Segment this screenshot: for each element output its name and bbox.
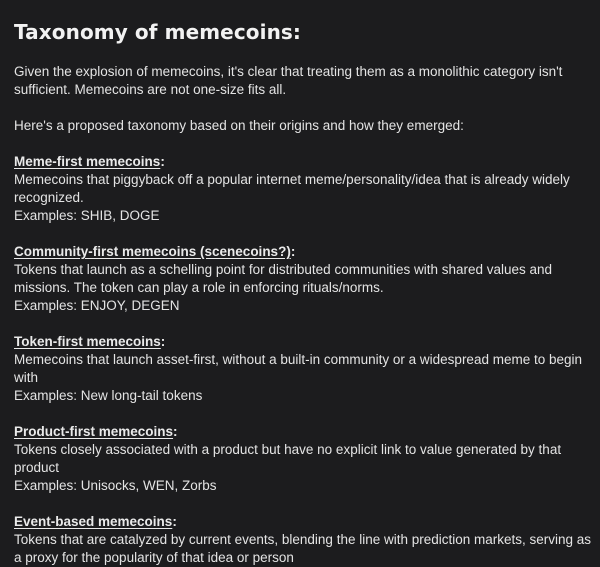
heading-colon: : bbox=[290, 244, 296, 259]
section-examples: Examples: ENJOY, DEGEN bbox=[14, 298, 180, 313]
section-examples: Examples: SHIB, DOGE bbox=[14, 208, 160, 223]
section-description: Memecoins that launch asset-first, without a built-in community or a widespread meme to begin with bbox=[14, 352, 583, 385]
section-examples: Examples: Unisocks, WEN, Zorbs bbox=[14, 478, 217, 493]
section-product-first bbox=[14, 423, 592, 495]
section-heading-link[interactable]: Meme-first memecoins bbox=[14, 154, 161, 169]
document bbox=[14, 20, 592, 567]
document-title: Taxonomy of memecoins: bbox=[14, 20, 302, 44]
section-token-first bbox=[14, 333, 592, 405]
section-description: Memecoins that piggyback off a popular internet meme/personality/idea that is already widely recognized. bbox=[14, 172, 570, 205]
taxonomy-intro-paragraph: Here's a proposed taxonomy based on their origins and how they emerged: bbox=[14, 118, 464, 133]
section-heading bbox=[14, 423, 592, 441]
section-heading bbox=[14, 333, 592, 351]
section-heading-link[interactable]: Community-first memecoins (scenecoins?) bbox=[14, 244, 291, 259]
heading-colon: : bbox=[173, 424, 178, 439]
intro-paragraph: Given the explosion of memecoins, it's clear that treating them as a monolithic category isn't sufficient. Memecoins are not one-size fits all. bbox=[14, 64, 563, 97]
heading-colon: : bbox=[172, 514, 177, 529]
section-heading-link[interactable]: Product-first memecoins bbox=[14, 424, 174, 439]
heading-colon: : bbox=[160, 334, 166, 349]
section-description: Tokens that launch as a schelling point for distributed communities with shared values and missions. The token can play a role in enforcing rituals/norms. bbox=[14, 262, 553, 295]
section-heading-link[interactable]: Token-first memecoins bbox=[14, 334, 161, 349]
section-heading-link[interactable]: Event-based memecoins bbox=[14, 514, 173, 529]
section-heading bbox=[14, 153, 592, 171]
section-event-based bbox=[14, 513, 592, 567]
section-description: Tokens closely associated with a product but have no explicit link to value generated by that product bbox=[14, 442, 562, 475]
section-description: Tokens that are catalyzed by current events, blending the line with prediction markets, serving as a proxy for the popularity of that idea or person bbox=[14, 532, 592, 565]
section-heading bbox=[14, 243, 592, 261]
section-community-first bbox=[14, 243, 592, 315]
heading-colon: : bbox=[160, 154, 165, 169]
section-heading bbox=[14, 513, 592, 531]
section-meme-first bbox=[14, 153, 592, 225]
section-examples: Examples: New long-tail tokens bbox=[14, 388, 203, 403]
